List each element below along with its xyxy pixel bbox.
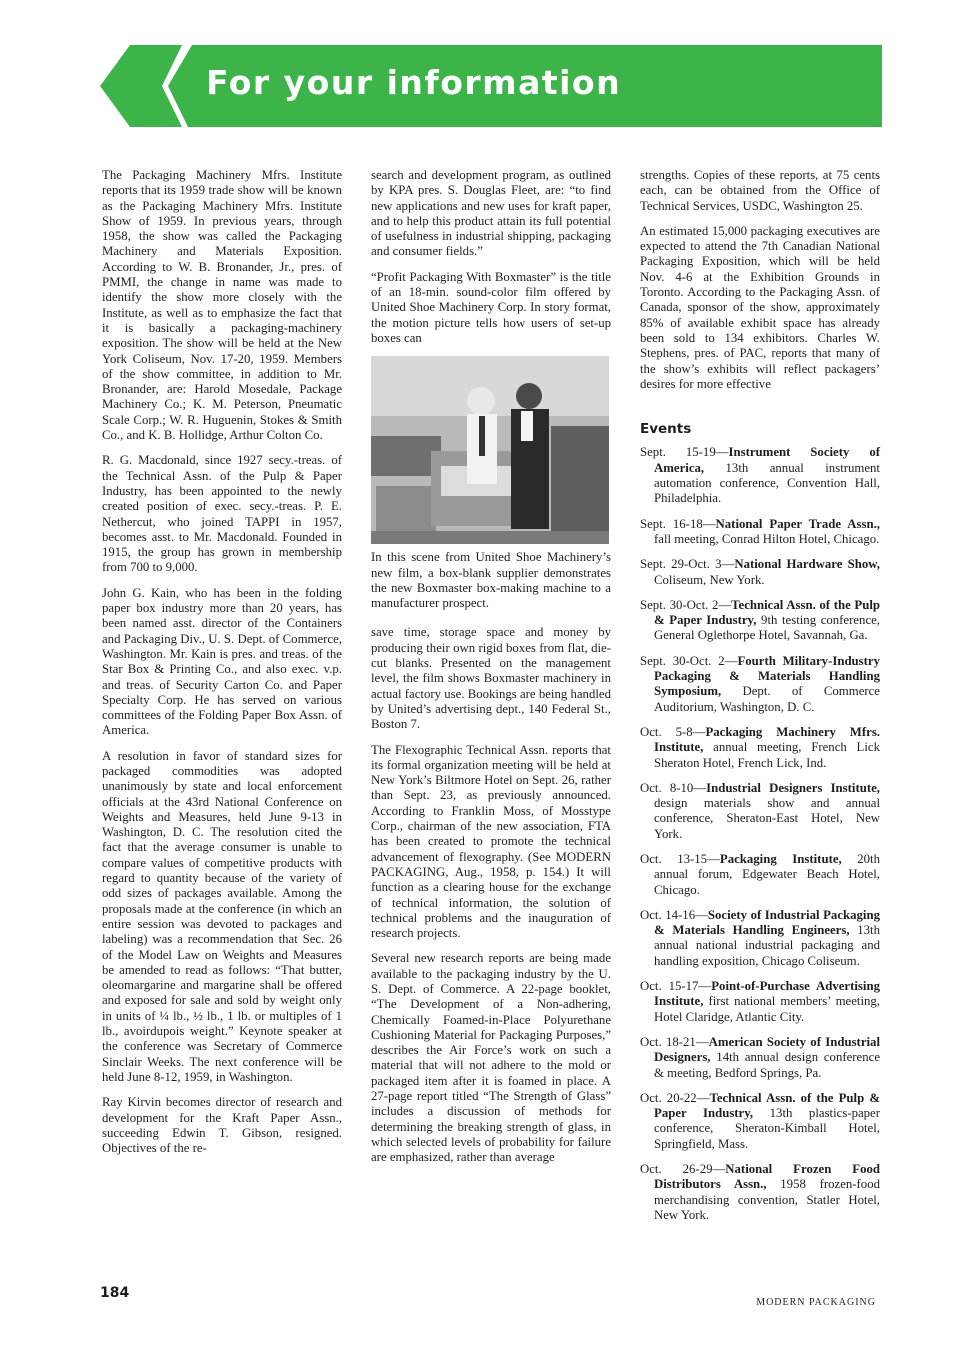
section-banner xyxy=(100,45,882,127)
article-canadian-expo: An estimated 15,000 packaging executives are expected to attend the 7th Canadian National Packaging Exposition, which will be held Nov. 4-6 at the Exhibition Grounds in Toronto. According to the Packaging Assn. of Canada, sponsor of the show, approximately 85% of available exhibit space has already been sold to 134 exhibitors. Charles W. Stephens, pres. of PAC, reports that many of the show’s exhibits will reflect packagers’ desires for more effective xyxy=(640,223,880,391)
film-scene-photo xyxy=(371,356,609,544)
event-item: Sept. 29-Oct. 3—National Hardware Show, Coliseum, New York. xyxy=(640,557,881,587)
event-item: Sept. 30-Oct. 2—Fourth Military-Industry Packaging & Materials Handling Symposium, Dept. of Commerce Auditorium, Washington, D. C. xyxy=(640,653,880,714)
article-macdonald: R. G. Macdonald, since 1927 secy.-treas. of the Technical Assn. of the Pulp & Paper Industry, has been appointed to the newly created position of exec. secy.-treas. P. E. Nethercut, who joined TAPPI in 1957, becomes asst. to Mr. Macdonald. Founded in 1915, the group has grown in membership from 700 to 9,000. xyxy=(102,453,342,575)
photo-illustration xyxy=(371,356,609,544)
article-kain: John G. Kain, who has been in the folding paper box industry more than 20 years, has been named asst. director of the Containers and Packaging Div., U. S. Dept. of Commerce, Washington. Mr. Kain is pres. and treas. of the Star Box & Printing Co., and also exec. v.p. and treas. of Security Carton Co. and Paper Specialty Corp. He has served on various committees of the Folding Paper Box Assn. of America. xyxy=(102,585,342,738)
page-title: For your information xyxy=(206,63,622,102)
event-item: Oct. 13-15—Packaging Institute, 20th annual forum, Edgewater Beach Hotel, Chicago. xyxy=(640,851,881,897)
event-item: Oct. 18-21—American Society of Industrial Designers, 14th annual design conference & meeting, Bedford Springs, Pa. xyxy=(640,1034,881,1080)
magazine-name: MODERN PACKAGING xyxy=(756,1297,876,1308)
column-2 xyxy=(371,168,611,1166)
article-pmmi: The Packaging Machinery Mfrs. Institute reports that its 1959 trade show will be known as the Packaging Machinery Mfrs. Institute Show of 1959. In previous years, through 1958, the show was called the Packaging Machinery and Materials Exposition. According to W. B. Bronander, Jr., pres. of PMMI, the change in name was made to identify the show more closely with the Institute, as well as to emphasize the fact that it is basically a packaging-machinery exposition. The show will be held at the New York Coliseum, Nov. 17-20, 1959. Members of the show committee, in addition to Mr. Bronander, are: Harold Mosedale, Package Machinery Co.; K. M. Peterson, Pneumatic Scale Corp.; W. R. Huguenin, Stokes & Smith Co., and K. B. Hollidge, Arthur Colton Co. xyxy=(102,168,342,443)
article-weights-measures: A resolution in favor of standard sizes for packaged commodities was adopted unanimously by state and local enforcement officials at the 43rd National Conference on Weights and Measures, held June 9-13 in Washington, D. C. The resolution cited the fact that the average consumer is unable to compare values of competitive products with regard to quantity because of the variety of odd sizes of packages available. Among the proposals made at the conference (in which an entire session was devoted to packages and labeling) was a recommendation that Sec. 26 of the Model Law on Weights and Measures be amended to read as follows: “That butter, oleomargarine and margarine shall be offered and exposed for sale and sold by weight only in units of ¼ lb., ½ lb., 1 lb. or multiples of 1 lb., avoirdupois weight.” Keynote speaker at the conference was Secretary of Commerce Sinclair Weeks. The next conference will be held June 8-12, 1959, in Washington. xyxy=(102,748,342,1084)
column-1 xyxy=(102,168,342,1156)
article-boxmaster: “Profit Packaging With Boxmaster” is the title of an 18-min. sound-color film offered by United Shoe Machinery Corp. In story format, the motion picture tells how users of set-up boxes can xyxy=(371,269,611,345)
events-list xyxy=(640,445,880,1223)
article-flexographic: The Flexographic Technical Assn. reports that its formal organization meeting will be held at New York’s Biltmore Hotel on Sept. 26, rather than Sept. 23, as previously announced. According to Franklin Moss, of Mosstype Corp., chairman of the new association, FTA has been created to promote the technical advancement of flexography. (See MODERN PACKAGING, Aug., 1958, p. 154.) It will function as a clearing house for the exchange of technical information, the solution of technical problems and the inauguration of research projects. xyxy=(371,742,611,941)
page-number: 184 xyxy=(100,1285,130,1301)
event-item: Oct. 26-29—National Frozen Food Distributors Assn., 1958 frozen-food merchandising convention, Statler Hotel, New York. xyxy=(640,1162,881,1222)
event-item: Oct. 15-17—Point-of-Purchase Advertising Institute, first national members’ meeting, Hotel Claridge, Atlantic City. xyxy=(640,979,880,1024)
article-reports-continued: strengths. Copies of these reports, at 75 cents each, can be obtained from the Office of Technical Services, USDC, Washington 25. xyxy=(640,168,880,213)
article-research-reports: Several new research reports are being made available to the packaging industry by the U. S. Dept. of Commerce. A 22-page booklet, “The Development of a Non-adhering, Chemically Foamed-in-Place Polyurethane Cushioning Material for Packaging Purposes,” describes the Air Force’s work on such a material that will not adhere to the mold or packaged item after it is foamed in place. A 27-page report titled “The Strength of Glass” includes a discussion of methods for determining the breaking strength of glass, in which selected levels of probability for failure are emphasized, rather than average xyxy=(371,951,611,1165)
column-3 xyxy=(640,168,880,1223)
article-boxmaster-continued: save time, storage space and money by producing their own rigid boxes from flat, die-cut blanks. Presented on the management level, the film shows Boxmaster machinery in actual factory use. Bookings are being handled by United’s advertising dept., 140 Federal St., Boston 7. xyxy=(371,625,611,732)
photo-caption: In this scene from United Shoe Machinery’s new film, a box-blank supplier demonstrates the new Boxmaster box-making machine to a manufacturer prospect. xyxy=(371,550,611,611)
event-item: Sept. 16-18—National Paper Trade Assn., fall meeting, Conrad Hilton Hotel, Chicago. xyxy=(640,516,880,546)
article-kpa-continued: search and development program, as outlined by KPA pres. S. Douglas Fleet, are: “to find new applications and new uses for kraft paper, and to help this product attain its full potential of usefulness in industrial shipping, packaging and consumer fields.” xyxy=(371,168,611,259)
event-item: Sept. 30-Oct. 2—Technical Assn. of the Pulp & Paper Industry, 9th testing conference, General Oglethorpe Hotel, Savannah, Ga. xyxy=(640,597,881,643)
event-item: Oct. 8-10—Industrial Designers Institute, design materials show and annual conference, Sheraton-East Hotel, New York. xyxy=(640,780,880,841)
event-item: Oct. 14-16—Society of Industrial Packaging & Materials Handling Engineers, 13th annual national industrial packaging and handling exposition, Chicago Coliseum. xyxy=(640,907,881,968)
event-item: Sept. 15-19—Instrument Society of America, 13th annual instrument automation conference, Convention Hall, Philadelphia. xyxy=(640,445,880,506)
article-kirvin: Ray Kirvin becomes director of research and development for the Kraft Paper Assn., succeeding Edwin T. Gibson, resigned. Objectives of the re- xyxy=(102,1095,342,1156)
event-item: Oct. 5-8—Packaging Machinery Mfrs. Institute, annual meeting, French Lick Sheraton Hotel, French Lick, Ind. xyxy=(640,724,881,770)
event-item: Oct. 20-22—Technical Assn. of the Pulp & Paper Industry, 13th plastics-paper conference, Sheraton-Kimball Hotel, Springfield, Mass. xyxy=(640,1090,880,1151)
events-heading: Events xyxy=(640,421,692,438)
